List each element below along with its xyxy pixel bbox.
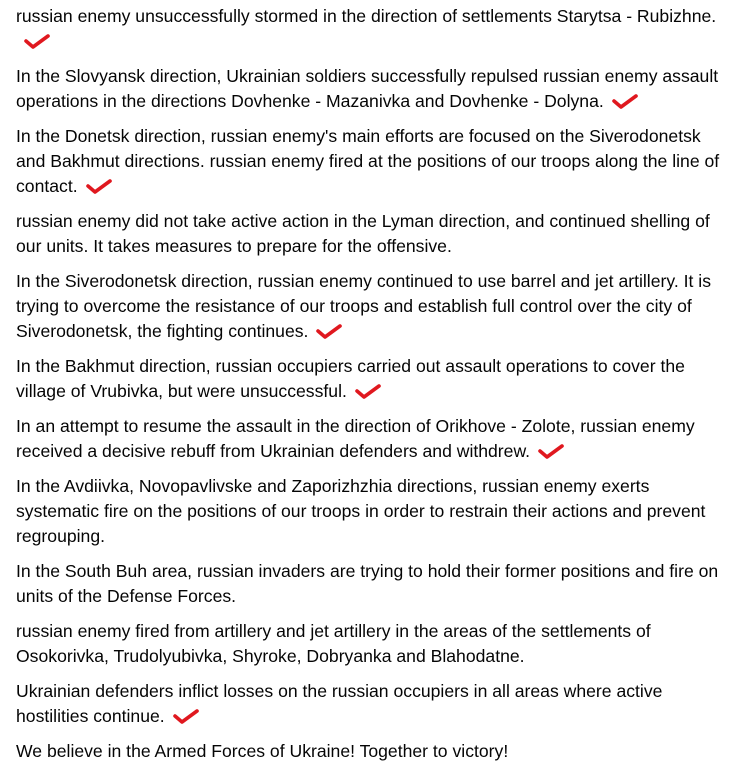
- paragraph-6: [16, 354, 728, 404]
- paragraph-10: [16, 619, 728, 669]
- paragraph-11: [16, 679, 728, 729]
- paragraph-3: [16, 124, 728, 199]
- red-checkmark-icon: [316, 323, 342, 341]
- paragraph-text: In the Bakhmut direction, russian occupiers carried out assault operations to cover the village of Vrubivka, but were unsuccessful.: [16, 356, 685, 401]
- red-checkmark-icon: [86, 178, 112, 196]
- paragraph-text: russian enemy did not take active action in the Lyman direction, and continued shelling of our units. It takes measures to prepare for the offensive.: [16, 211, 710, 256]
- red-checkmark-icon: [173, 708, 199, 726]
- paragraph-text: In the Avdiivka, Novopavlivske and Zaporizhzhia directions, russian enemy exerts systematic fire on the positions of our troops in order to restrain their actions and prevent regrouping.: [16, 476, 706, 546]
- paragraph-9: [16, 559, 728, 609]
- paragraph-4: [16, 209, 728, 259]
- paragraph-7: [16, 414, 728, 464]
- paragraph-text: We believe in the Armed Forces of Ukraine! Together to victory!: [16, 741, 509, 761]
- paragraph-2: [16, 64, 728, 114]
- paragraph-text: In the Donetsk direction, russian enemy's main efforts are focused on the Siverodonetsk and Bakhmut directions. russian enemy fired at the positions of our troops along the line of contact.: [16, 126, 720, 196]
- paragraph-text: Ukrainian defenders inflict losses on the russian occupiers in all areas where active hostilities continue.: [16, 681, 663, 726]
- paragraph-text: In an attempt to resume the assault in the direction of Orikhove - Zolote, russian enemy received a decisive rebuff from Ukrainian defenders and withdrew.: [16, 416, 695, 461]
- red-checkmark-icon: [355, 383, 381, 401]
- red-checkmark-icon: [612, 93, 638, 111]
- paragraph-text: russian enemy unsuccessfully stormed in the direction of settlements Starytsa - Rubizhne.: [16, 6, 717, 26]
- paragraph-5: [16, 269, 728, 344]
- paragraph-12: [16, 739, 728, 764]
- paragraph-text: russian enemy fired from artillery and jet artillery in the areas of the settlements of Osokorivka, Trudolyubivka, Shyroke, Dobryanka and Blahodatne.: [16, 621, 651, 666]
- post-body: [16, 4, 728, 764]
- red-checkmark-icon: [538, 443, 564, 461]
- paragraph-text: In the Siverodonetsk direction, russian enemy continued to use barrel and jet artillery. It is trying to overcome the resistance of our troops and establish full control over the city of Siverodonetsk, the fighting continues.: [16, 271, 711, 341]
- paragraph-text: In the South Buh area, russian invaders are trying to hold their former positions and fire on units of the Defense Forces.: [16, 561, 719, 606]
- paragraph-1: [16, 4, 728, 54]
- paragraph-8: [16, 474, 728, 549]
- red-checkmark-icon: [24, 33, 50, 51]
- paragraph-text: In the Slovyansk direction, Ukrainian soldiers successfully repulsed russian enemy assault operations in the directions Dovhenke - Mazanivka and Dovhenke - Dolyna.: [16, 66, 719, 111]
